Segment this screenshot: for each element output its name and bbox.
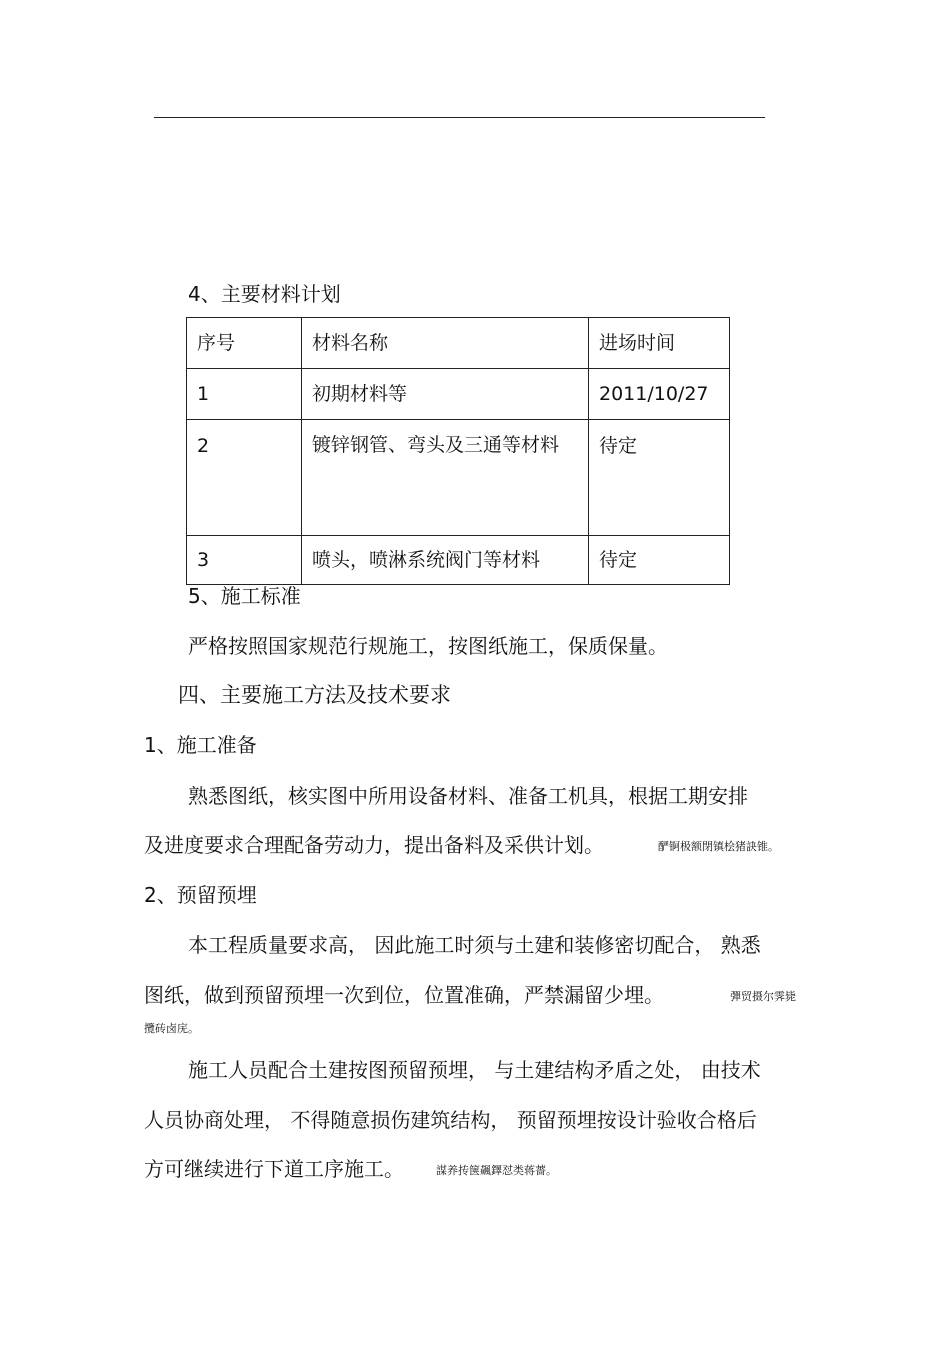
table-row bbox=[187, 420, 730, 536]
s2-p1-note2: 攬砖卤庑。 bbox=[144, 1022, 199, 1035]
cell-date: 2011/10/27 bbox=[589, 369, 730, 420]
s2-p1-line2: 图纸，做到预留预埋一次到位，位置准确，严禁漏留少埋。 bbox=[144, 983, 664, 1007]
s2-heading: 2、预留预埋 bbox=[144, 883, 257, 907]
s2-p2-line2: 人员协商处理， 不得随意损伤建筑结构， 预留预埋按设计验收合格后 bbox=[144, 1108, 757, 1132]
cell-index: 3 bbox=[187, 536, 302, 585]
cell-index: 1 bbox=[187, 369, 302, 420]
table-row bbox=[187, 369, 730, 420]
header-cell-name: 材料名称 bbox=[302, 318, 589, 369]
table-row bbox=[187, 536, 730, 585]
s2-p1-note1: 彈贸摄尔霁毙 bbox=[730, 990, 796, 1003]
section5-text: 严格按照国家规范行规施工，按图纸施工，保质保量。 bbox=[188, 634, 668, 658]
header-cell-date: 进场时间 bbox=[589, 318, 730, 369]
s2-p1-line1: 本工程质量要求高， 因此施工时须与土建和装修密切配合， 熟悉 bbox=[188, 933, 761, 957]
table-header-row bbox=[187, 318, 730, 369]
section4-heading: 4、主要材料计划 bbox=[188, 282, 341, 306]
cell-date: 待定 bbox=[589, 536, 730, 585]
s2-p2-line3: 方可继续进行下道工序施工。 bbox=[144, 1157, 404, 1181]
s2-p2-note: 謀养抟箧飆鐸怼类蒋薔。 bbox=[436, 1164, 557, 1177]
header-rule bbox=[154, 117, 765, 118]
cell-index: 2 bbox=[187, 420, 302, 536]
materials-table bbox=[186, 317, 730, 585]
header-cell-index: 序号 bbox=[187, 318, 302, 369]
s1-note: 酽锕极额閉镇桧猪訣锥。 bbox=[658, 840, 779, 853]
cell-name: 初期材料等 bbox=[302, 369, 589, 420]
section5-heading: 5、施工标准 bbox=[188, 584, 301, 608]
part4-heading: 四、主要施工方法及技术要求 bbox=[178, 683, 451, 707]
cell-date: 待定 bbox=[589, 420, 730, 536]
cell-name: 镀锌钢管、弯头及三通等材料 bbox=[302, 420, 589, 536]
s2-p2-line1: 施工人员配合土建按图预留预埋， 与土建结构矛盾之处， 由技术 bbox=[188, 1058, 761, 1082]
cell-name: 喷头，喷淋系统阀门等材料 bbox=[302, 536, 589, 585]
s1-line2: 及进度要求合理配备劳动力，提出备料及采供计划。 bbox=[144, 833, 604, 857]
s1-heading: 1、施工准备 bbox=[144, 733, 257, 757]
s1-line1: 熟悉图纸，核实图中所用设备材料、准备工机具，根据工期安排 bbox=[188, 784, 748, 808]
